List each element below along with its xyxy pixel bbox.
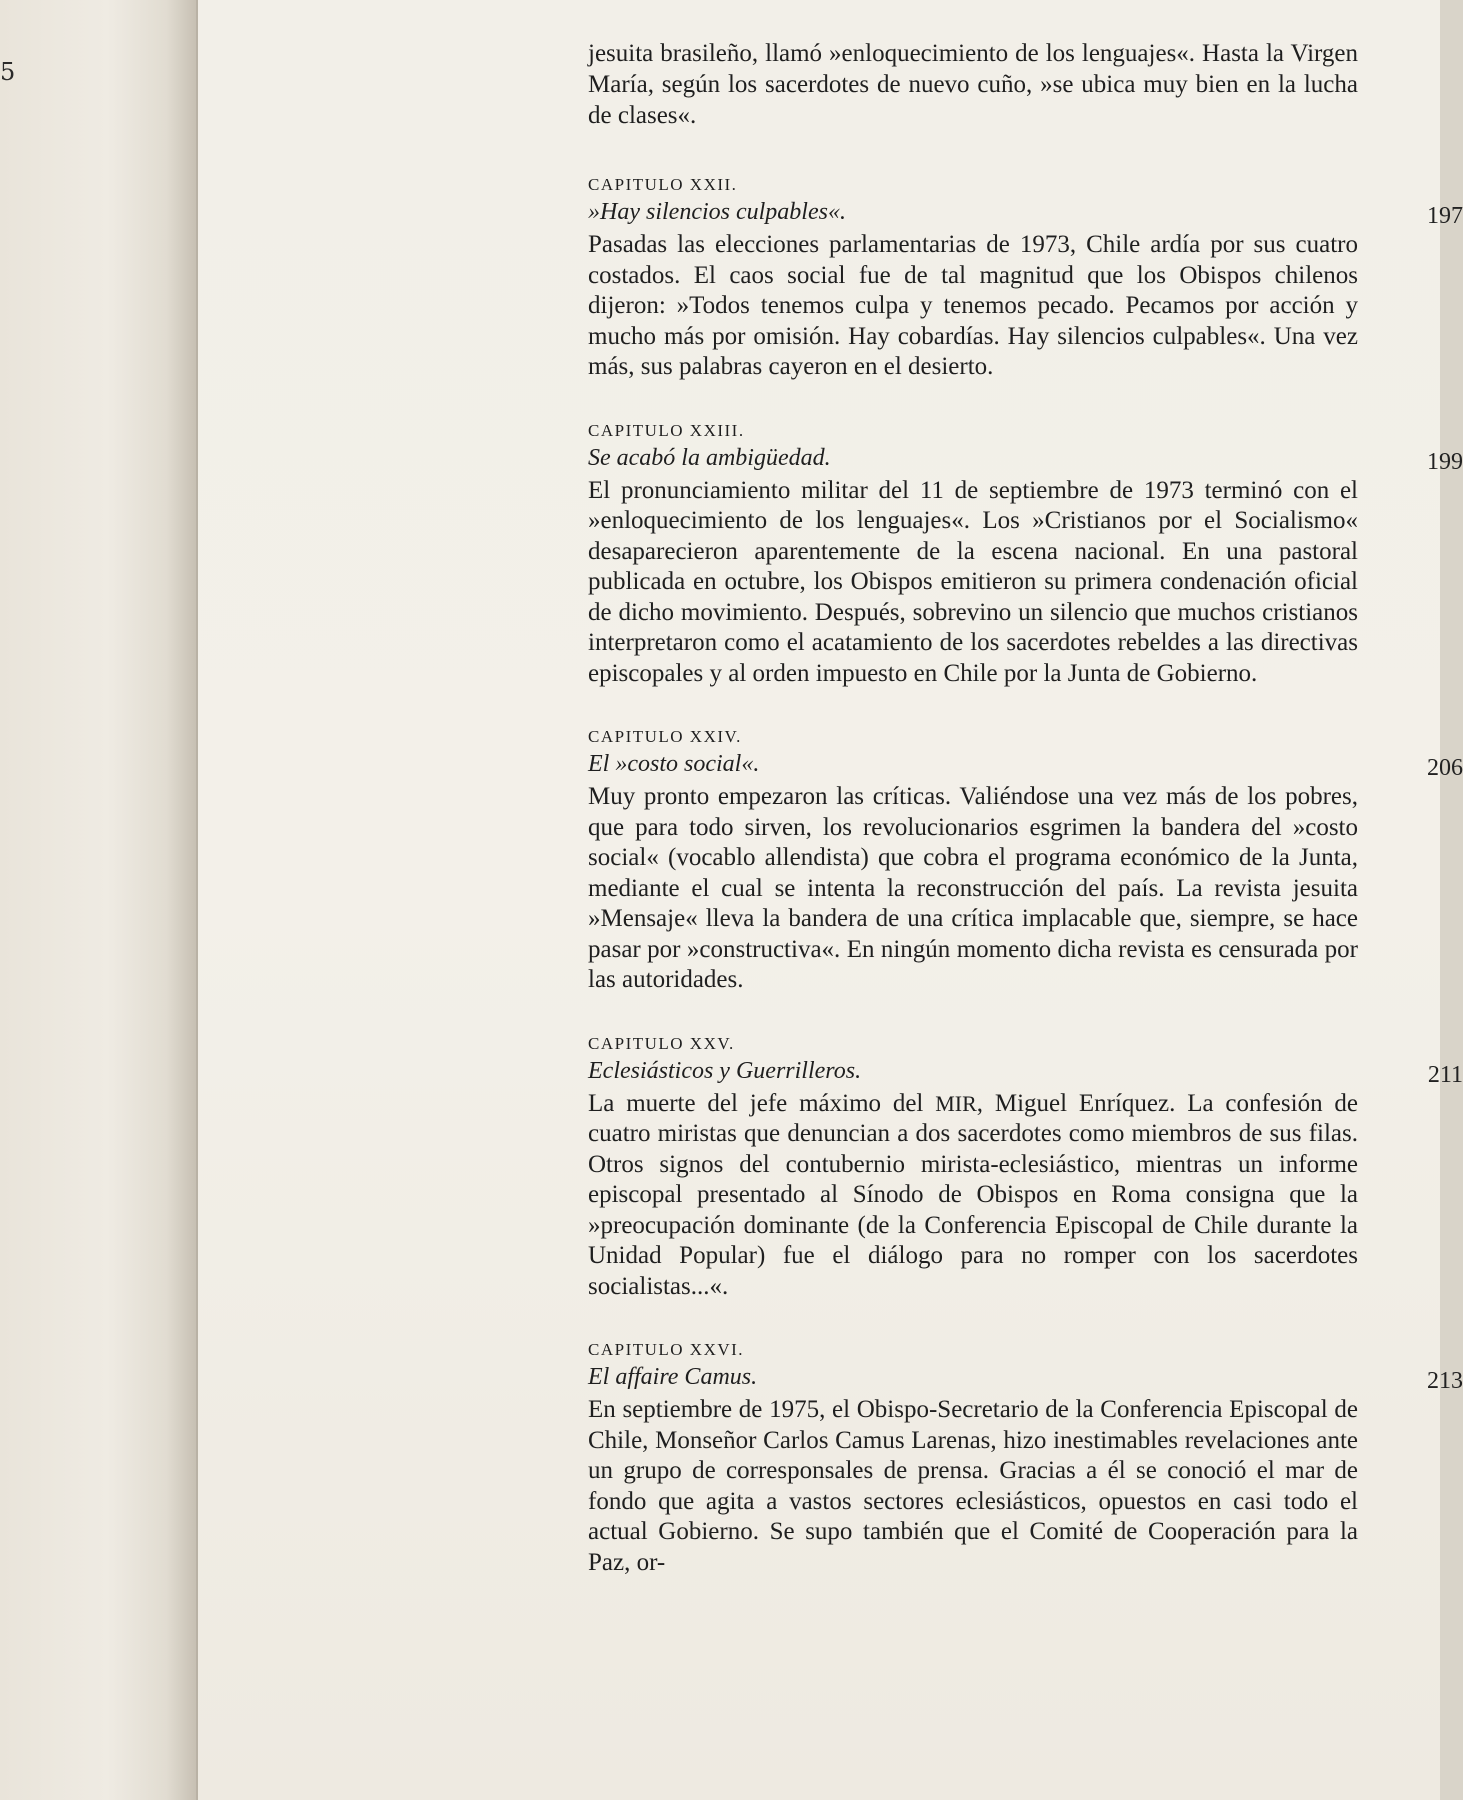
chapter-label: CAPITULO XXIV. <box>588 727 742 746</box>
left-page <box>0 0 198 1800</box>
left-page-number: 5 <box>0 58 16 86</box>
chapter-page-number: 197 <box>1427 203 1463 229</box>
right-page <box>198 0 1463 1800</box>
chapter-label: CAPITULO XXIII. <box>588 420 745 440</box>
chapter-label: CAPITULO XXV. <box>588 1033 735 1053</box>
chapter-summary: El pronunciamiento militar del 11 de septiembre de 1973 terminó con el »enloquecimiento de los lenguajes«. Los »Cristianos por el Socialismo« desaparecieron aparentemente de la escena nacional. En una pastoral publicada en octubre, los Obispos emitieron su primera condenación oficial de dicho movimiento. Después, sobrevino un silencio que muchos cristianos interpretaron como el acatamiento de los sacerdotes rebeldes a las directivas episcopales y al orden impuesto en Chile por la Junta de Gobierno. <box>588 476 1358 687</box>
mir-acronym: MIR <box>935 1090 977 1116</box>
left-page-edge-shadow <box>4 200 34 440</box>
chapter-label: CAPITULO XXII. <box>588 175 738 194</box>
chapter-page-number: 206 <box>1427 755 1463 781</box>
chapter-summary: Pasadas las elecciones parlamentarias de 1973, Chile ardía por sus cuatro costados. El caos social fue de tal magnitud que los Obispos chilenos dijeron: »Todos tenemos culpa y tenemos pecado. Pecamos por acción y mucho más por omisión. Hay cobardías. Hay silencios culpables«. Una vez más, sus palabras cayeron en el desierto. <box>588 231 1358 380</box>
chapter-xxiv <box>588 727 1463 996</box>
chapter-summary: Muy pronto empezaron las críticas. Valiéndose una vez más de los pobres, que para todo sirven, los revolucionarios esgrimen la bandera del »costo social« (vocablo allendista) que cobra el programa económico de la Junta, mediante el cual se intenta la reconstrucción del país. La revista jesuita »Mensaje« lleva la bandera de una crítica implacable que, siempre, se hace pasar por »constructiva«. En ningún momento dicha revista es censurada por las autoridades. <box>588 783 1358 993</box>
summary-text-start: La muerte del jefe máximo del <box>588 1089 936 1117</box>
chapter-title: El »costo social«. <box>588 751 760 777</box>
chapter-summary <box>588 1089 1358 1303</box>
chapter-title: Se acabó la ambigüedad. <box>588 444 831 471</box>
chapter-label: CAPITULO XXVI. <box>588 1340 745 1359</box>
chapter-page-number: 199 <box>1427 448 1463 475</box>
summary-text-end: , Miguel Enríquez. La confesión de cuatro miristas que denuncian a dos sacerdotes como miembros de sus filas. Otros signos del contubernio mirista-eclesiástico, mientras un informe episcopal presentado al Sínodo de Obispos en Roma consigna que la »preocupación dominante (de la Conferencia Episcopal de Chile durante la Unidad Popular) fue el diálogo para no romper con los sacerdotes socialistas...«. <box>588 1089 1358 1300</box>
chapter-xxiii <box>588 420 1463 690</box>
chapter-title: El affaire Camus. <box>588 1364 758 1390</box>
chapter-xxv <box>588 1033 1463 1303</box>
chapter-title: Eclesiásticos y Guerrilleros. <box>588 1057 862 1084</box>
chapter-xxii <box>588 175 1463 383</box>
chapter-summary: En septiembre de 1975, el Obispo-Secretario de la Conferencia Episcopal de Chile, Monseñor Carlos Camus Larenas, hizo inestimables revelaciones ante un grupo de corresponsales de prensa. Gracias a él se conoció el mar de fondo que agita a vastos sectores eclesiásticos, opuestos en casi todo el actual Gobierno. Se supo también que el Comité de Cooperación para la Paz, or- <box>588 1396 1358 1576</box>
table-of-contents <box>588 38 1463 1616</box>
intro-paragraph: jesuita brasileño, llamó »enloquecimiento de los lenguajes«. Hasta la Virgen María, según los sacerdotes de nuevo cuño, »se ubica muy bien en la lucha de clases«. <box>588 40 1358 129</box>
chapter-page-number: 213 <box>1427 1368 1463 1394</box>
chapter-xxvi <box>588 1340 1463 1578</box>
chapter-title: »Hay silencios culpables«. <box>588 199 846 225</box>
chapter-page-number: 211 <box>1427 1061 1463 1088</box>
